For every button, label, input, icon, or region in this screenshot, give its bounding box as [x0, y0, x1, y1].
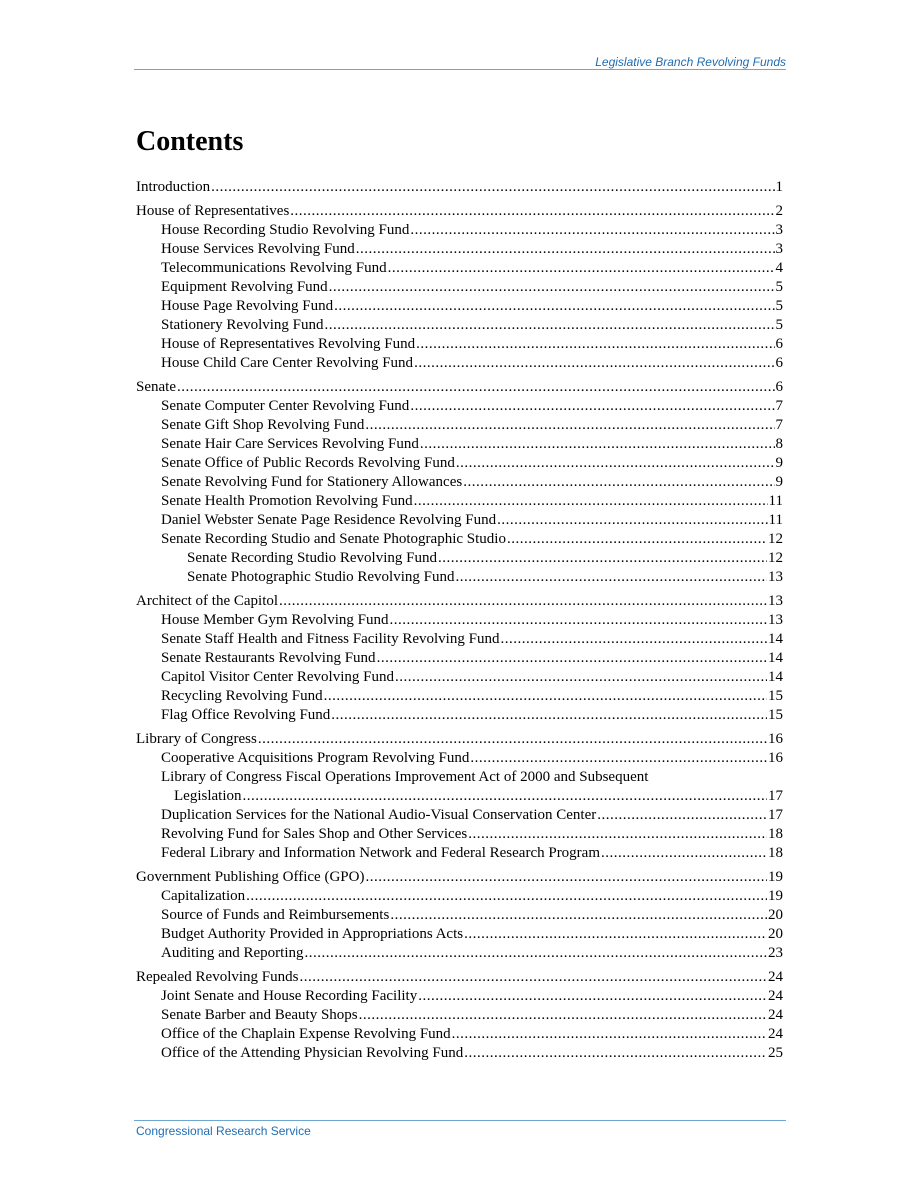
- toc-entry-page: 24: [768, 988, 783, 1004]
- running-header: Legislative Branch Revolving Funds: [595, 55, 786, 69]
- toc-entry-label: Flag Office Revolving Fund: [161, 707, 331, 723]
- toc-entry-label: Stationery Revolving Fund: [161, 317, 324, 333]
- dot-leader: [258, 730, 767, 749]
- toc-entry[interactable]: [136, 965, 783, 987]
- toc-entry[interactable]: [136, 865, 783, 887]
- dot-leader: [456, 568, 768, 587]
- toc-entry-page: 13: [768, 593, 783, 609]
- dot-leader: [500, 630, 767, 649]
- toc-entry-page: 12: [768, 531, 783, 547]
- header-rule: [134, 69, 786, 70]
- toc-entry-page: 7: [775, 398, 783, 414]
- toc-entry-label: House Services Revolving Fund: [161, 241, 355, 257]
- running-footer: Congressional Research Service: [136, 1124, 311, 1138]
- toc-entry[interactable]: [136, 175, 783, 197]
- toc-entry-label: Office of the Attending Physician Revolving Fund: [161, 1045, 464, 1061]
- toc-entry-label: Senate Computer Center Revolving Fund: [161, 398, 410, 414]
- toc-entry-page: 1: [775, 179, 783, 195]
- dot-leader: [305, 944, 768, 963]
- dot-leader: [365, 416, 774, 435]
- dot-leader: [246, 887, 767, 906]
- toc-entry-page: 13: [768, 612, 783, 628]
- dot-leader: [597, 806, 767, 825]
- toc-entry[interactable]: [136, 768, 783, 806]
- toc-entry-label: Repealed Revolving Funds: [136, 969, 299, 985]
- toc-entry-label: House of Representatives Revolving Fund: [161, 336, 416, 352]
- toc-entry-label: Library of Congress Fiscal Operations Improvement Act of 2000 and Subsequent: [161, 769, 649, 785]
- toc-entry-label: Senate Recording Studio and Senate Photographic Studio: [161, 531, 506, 547]
- toc-entry[interactable]: [136, 687, 783, 706]
- dot-leader: [418, 987, 767, 1006]
- toc-entry[interactable]: [136, 549, 783, 568]
- toc-entry[interactable]: [136, 668, 783, 687]
- toc-entry-page: 16: [768, 731, 783, 747]
- toc-entry-page: 8: [775, 436, 783, 452]
- toc-entry[interactable]: [136, 530, 783, 549]
- toc-entry-page: 14: [768, 650, 783, 666]
- toc-entry-label: Duplication Services for the National Audio-Visual Conservation Center: [161, 807, 597, 823]
- dot-leader: [420, 435, 775, 454]
- toc-entry[interactable]: [136, 511, 783, 530]
- toc-entry-label: Capitol Visitor Center Revolving Fund: [161, 669, 394, 685]
- dot-leader: [414, 492, 768, 511]
- dot-leader: [470, 749, 767, 768]
- dot-leader: [410, 221, 774, 240]
- dot-leader: [464, 925, 767, 944]
- toc-entry-label: Senate Health Promotion Revolving Fund: [161, 493, 413, 509]
- toc-entry-page: 16: [768, 750, 783, 766]
- toc-entry-label: Joint Senate and House Recording Facility: [161, 988, 418, 1004]
- toc-entry[interactable]: [136, 1044, 783, 1063]
- toc-entry-label: Senate Revolving Fund for Stationery Allowances: [161, 474, 463, 490]
- toc-entry[interactable]: [136, 727, 783, 749]
- toc-entry-label: Senate Gift Shop Revolving Fund: [161, 417, 365, 433]
- toc-entry-page: 9: [775, 455, 783, 471]
- dot-leader: [395, 668, 767, 687]
- toc-entry-label: Senate Photographic Studio Revolving Fund: [187, 569, 455, 585]
- toc-entry-page: 15: [768, 707, 783, 723]
- toc-entry-page: 19: [768, 869, 783, 885]
- toc-entry-label: Cooperative Acquisitions Program Revolving Fund: [161, 750, 470, 766]
- dot-leader: [279, 592, 767, 611]
- toc-entry[interactable]: [136, 240, 783, 259]
- toc-entry[interactable]: [136, 806, 783, 825]
- dot-leader: [356, 240, 775, 259]
- toc-entry-label: Library of Congress: [136, 731, 257, 747]
- dot-leader: [177, 378, 775, 397]
- toc-entry-label: Federal Library and Information Network and Federal Research Program: [161, 845, 601, 861]
- toc-entry[interactable]: [136, 1025, 783, 1044]
- toc-entry[interactable]: [136, 944, 783, 963]
- toc-entry-label: House of Representatives: [136, 203, 290, 219]
- toc-entry-page: 9: [775, 474, 783, 490]
- toc-entry[interactable]: [136, 473, 783, 492]
- toc-entry-page: 23: [768, 945, 783, 961]
- toc-entry-label: Source of Funds and Reimbursements: [161, 907, 390, 923]
- toc-entry[interactable]: [136, 987, 783, 1006]
- toc-entry-label: Revolving Fund for Sales Shop and Other Services: [161, 826, 468, 842]
- dot-leader: [388, 259, 775, 278]
- page-title: Contents: [136, 126, 244, 157]
- dot-leader: [377, 649, 767, 668]
- toc-entry-page: 4: [775, 260, 783, 276]
- dot-leader: [463, 473, 774, 492]
- toc-entry-label: House Page Revolving Fund: [161, 298, 334, 314]
- toc-entry-page: 15: [768, 688, 783, 704]
- toc-entry-page: 25: [768, 1045, 783, 1061]
- toc-entry-label: House Recording Studio Revolving Fund: [161, 222, 410, 238]
- toc-entry[interactable]: [136, 221, 783, 240]
- toc-entry[interactable]: [136, 397, 783, 416]
- toc-entry-page: 12: [768, 550, 783, 566]
- dot-leader: [389, 611, 767, 630]
- dot-leader: [331, 706, 767, 725]
- dot-leader: [497, 511, 767, 530]
- toc-entry-page: 7: [775, 417, 783, 433]
- dot-leader: [359, 1006, 767, 1025]
- toc-entry-page: 14: [768, 669, 783, 685]
- toc-entry-page: 20: [768, 907, 783, 923]
- toc-entry-page: 24: [768, 1026, 783, 1042]
- toc-entry-page: 11: [768, 493, 783, 509]
- toc-entry[interactable]: [136, 454, 783, 473]
- dot-leader: [468, 825, 767, 844]
- toc-entry-page: 3: [775, 222, 783, 238]
- toc-entry-label: Telecommunications Revolving Fund: [161, 260, 387, 276]
- toc-entry-label: Budget Authority Provided in Appropriations Acts: [161, 926, 464, 942]
- toc-entry-page: 6: [775, 355, 783, 371]
- dot-leader: [365, 868, 767, 887]
- dot-leader: [438, 549, 767, 568]
- toc-entry-label: Introduction: [136, 179, 211, 195]
- toc-entry-label: Senate Restaurants Revolving Fund: [161, 650, 376, 666]
- toc-entry-page: 11: [768, 512, 783, 528]
- dot-leader: [211, 178, 774, 197]
- toc-entry-label: Capitalization: [161, 888, 246, 904]
- toc-entry-page: 14: [768, 631, 783, 647]
- toc-entry-page: 19: [768, 888, 783, 904]
- toc-entry-label: Senate Office of Public Records Revolving Fund: [161, 455, 455, 471]
- dot-leader: [299, 968, 767, 987]
- dot-leader: [410, 397, 774, 416]
- toc-entry[interactable]: [136, 887, 783, 906]
- toc-entry[interactable]: [136, 749, 783, 768]
- toc-entry[interactable]: [136, 630, 783, 649]
- dot-leader: [601, 844, 767, 863]
- toc-entry-label: Government Publishing Office (GPO): [136, 869, 365, 885]
- toc-entry[interactable]: [136, 568, 783, 587]
- toc-entry[interactable]: [136, 611, 783, 630]
- toc-entry-page: 13: [768, 569, 783, 585]
- toc-entry[interactable]: [136, 844, 783, 863]
- toc-entry-page: 18: [768, 826, 783, 842]
- toc-entry-label: Equipment Revolving Fund: [161, 279, 328, 295]
- toc-entry-label: Office of the Chaplain Expense Revolving Fund: [161, 1026, 451, 1042]
- toc-entry[interactable]: [136, 335, 783, 354]
- dot-leader: [329, 278, 775, 297]
- dot-leader: [324, 687, 767, 706]
- toc-entry-label: Senate: [136, 379, 176, 395]
- toc-entry[interactable]: [136, 259, 783, 278]
- toc-entry-label: House Child Care Center Revolving Fund: [161, 355, 414, 371]
- dot-leader: [325, 316, 775, 335]
- dot-leader: [416, 335, 774, 354]
- dot-leader: [334, 297, 774, 316]
- dot-leader: [414, 354, 774, 373]
- dot-leader: [452, 1025, 767, 1044]
- toc-entry-label: Senate Recording Studio Revolving Fund: [187, 550, 437, 566]
- toc-entry-page: 2: [775, 203, 783, 219]
- toc-entry[interactable]: [136, 706, 783, 725]
- toc-entry[interactable]: [136, 297, 783, 316]
- toc-entry[interactable]: [136, 925, 783, 944]
- toc-entry[interactable]: [136, 906, 783, 925]
- dot-leader: [390, 906, 767, 925]
- footer-rule: [134, 1120, 786, 1121]
- toc-entry[interactable]: [136, 435, 783, 454]
- dot-leader: [507, 530, 767, 549]
- table-of-contents: [136, 173, 783, 1063]
- toc-entry-page: 20: [768, 926, 783, 942]
- toc-entry-label-continued: Legislation: [174, 788, 242, 804]
- toc-entry[interactable]: [136, 416, 783, 435]
- toc-entry-page: 5: [775, 298, 783, 314]
- toc-entry-label: Architect of the Capitol: [136, 593, 279, 609]
- toc-entry-label: Auditing and Reporting: [161, 945, 304, 961]
- toc-entry[interactable]: [136, 354, 783, 373]
- toc-entry[interactable]: [136, 589, 783, 611]
- toc-entry-page: 5: [775, 317, 783, 333]
- toc-entry[interactable]: [136, 199, 783, 221]
- toc-entry[interactable]: [136, 1006, 783, 1025]
- toc-entry-page: 5: [775, 279, 783, 295]
- toc-entry-page: 3: [775, 241, 783, 257]
- dot-leader: [290, 202, 774, 221]
- toc-entry-page: 18: [768, 845, 783, 861]
- toc-entry[interactable]: [136, 375, 783, 397]
- toc-entry-label: Senate Barber and Beauty Shops: [161, 1007, 358, 1023]
- toc-entry[interactable]: [136, 649, 783, 668]
- toc-entry-page: 17: [768, 788, 783, 804]
- toc-entry-page: 24: [768, 1007, 783, 1023]
- toc-entry-label: Daniel Webster Senate Page Residence Revolving Fund: [161, 512, 497, 528]
- toc-entry-label: House Member Gym Revolving Fund: [161, 612, 389, 628]
- dot-leader: [243, 787, 768, 806]
- toc-entry-label: Recycling Revolving Fund: [161, 688, 323, 704]
- toc-entry-label: Senate Hair Care Services Revolving Fund: [161, 436, 419, 452]
- toc-entry-page: 6: [775, 379, 783, 395]
- toc-entry[interactable]: [136, 316, 783, 335]
- toc-entry-page: 17: [768, 807, 783, 823]
- toc-entry[interactable]: [136, 825, 783, 844]
- toc-entry[interactable]: [136, 492, 783, 511]
- dot-leader: [456, 454, 775, 473]
- toc-entry-page: 24: [768, 969, 783, 985]
- dot-leader: [464, 1044, 767, 1063]
- toc-entry[interactable]: [136, 278, 783, 297]
- toc-entry-label: Senate Staff Health and Fitness Facility Revolving Fund: [161, 631, 500, 647]
- toc-entry-page: 6: [775, 336, 783, 352]
